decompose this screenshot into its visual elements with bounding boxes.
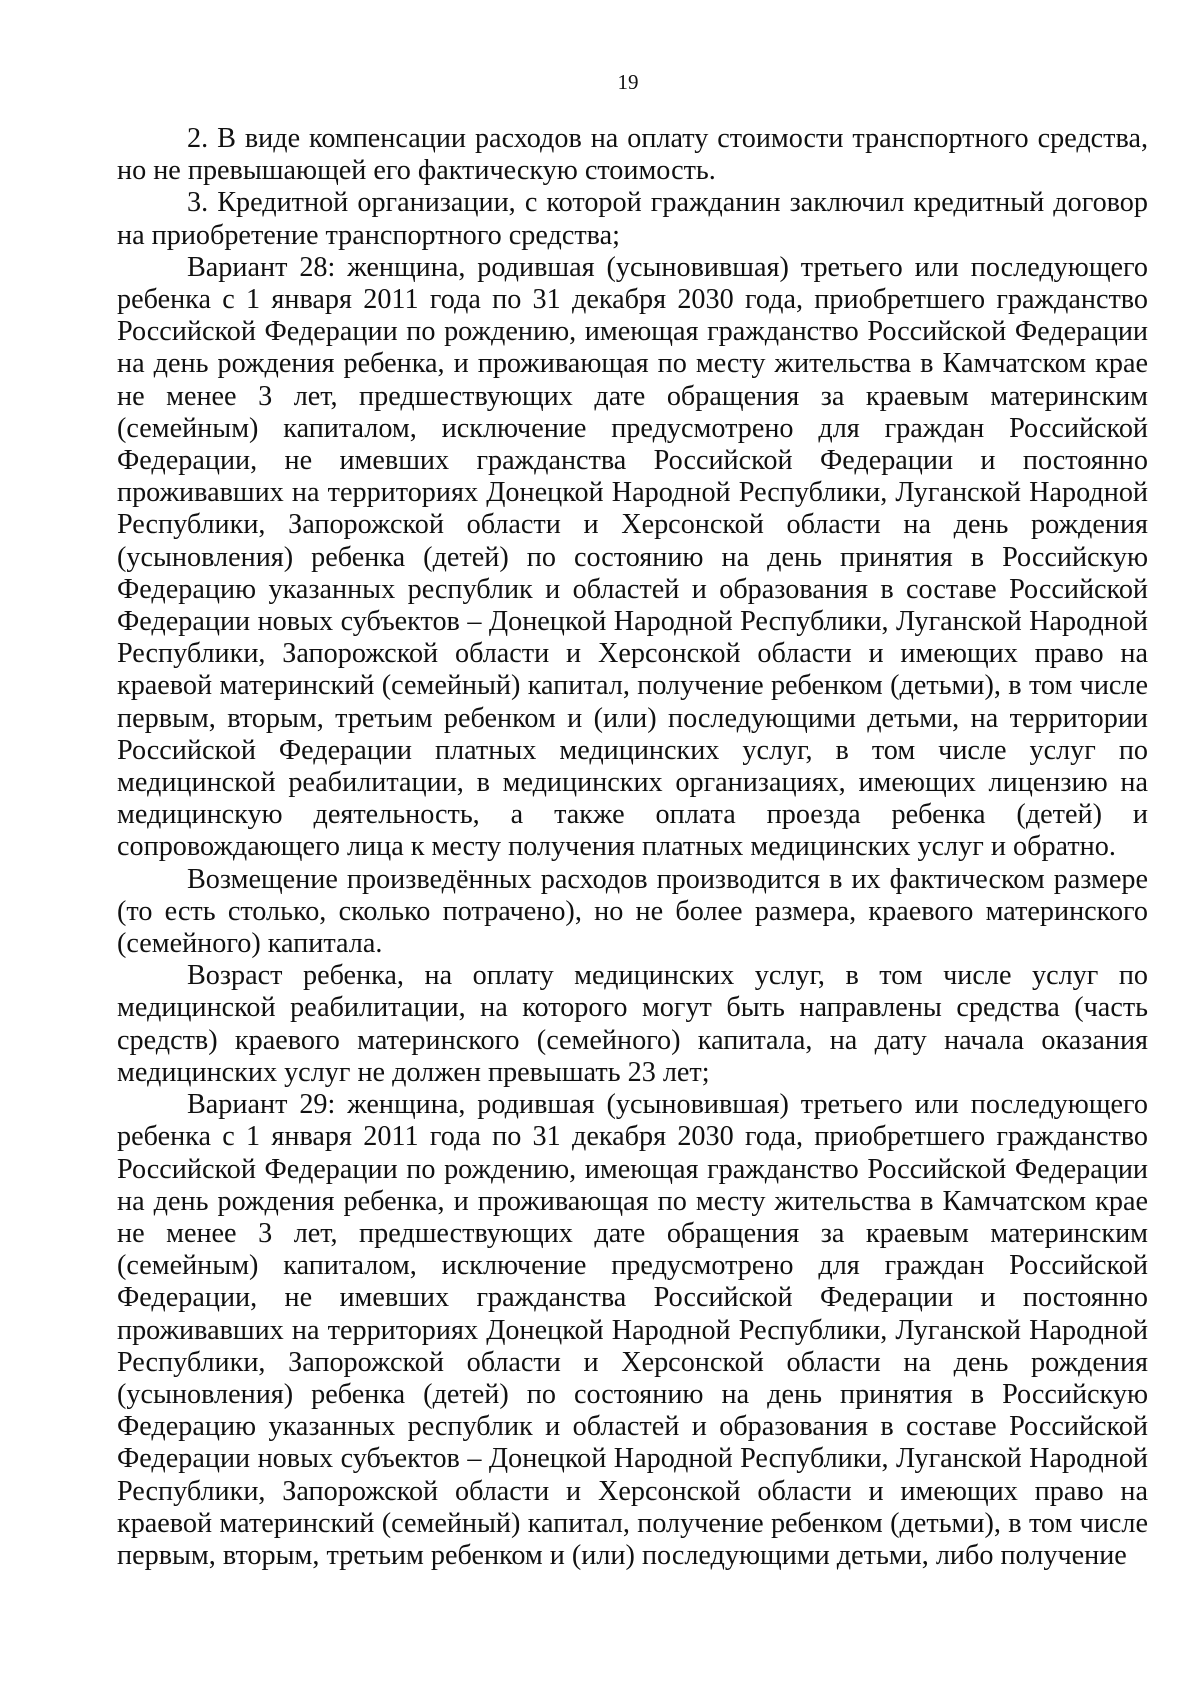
page-number: 19: [617, 70, 639, 94]
paragraph-reimbursement: Возмещение произведённых расходов производится в их фактическом размере (то есть столько, сколько потрачено), но не более размера, краевого материнского (семейного) капитала.: [117, 863, 1148, 960]
paragraph-credit-organization: 3. Кредитной организации, с которой гражданин заключил кредитный договор на приобретение транспортного средства;: [117, 187, 1148, 251]
paragraph-child-age: Возраст ребенка, на оплату медицинских услуг, в том числе услуг по медицинской реабилитации, на которого могут быть направлены средства (часть средств) краевого материнского (семейного) капитала, на дату начала оказания медицинских услуг не должен превышать 23 лет;: [117, 960, 1148, 1088]
paragraph-variant-29: Вариант 29: женщина, родившая (усыновившая) третьего или последующего ребенка с 1 января 2011 года по 31 декабря 2030 года, приобретшего гражданство Российской Федерации по рождению, имеющая гражданство Российской Федерации на день рождения ребенка, и проживающая по месту жительства в Камчатском крае не менее 3 лет, предшествующих дате обращения за краевым материнским (семейным) капиталом, исключение предусмотрено для граждан Российской Федерации, не имевших гражданства Российской Федерации и постоянно проживавших на территориях Донецкой Народной Республики, Луганской Народной Республики, Запорожской области и Херсонской области на день рождения (усыновления) ребенка (детей) по состоянию на день принятия в Российскую Федерацию указанных республик и областей и образования в составе Российской Федерации новых субъектов – Донецкой Народной Республики, Луганской Народной Республики, Запорожской области и Херсонской области и имеющих право на краевой материнский (семейный) капитал, получение ребенком (детьми), в том числе первым, вторым, третьим ребенком и (или) последующими детьми, либо получение: [117, 1089, 1148, 1571]
paragraph-variant-28: Вариант 28: женщина, родившая (усыновившая) третьего или последующего ребенка с 1 января 2011 года по 31 декабря 2030 года, приобретшего гражданство Российской Федерации по рождению, имеющая гражданство Российской Федерации на день рождения ребенка, и проживающая по месту жительства в Камчатском крае не менее 3 лет, предшествующих дате обращения за краевым материнским (семейным) капиталом, исключение предусмотрено для граждан Российской Федерации, не имевших гражданства Российской Федерации и постоянно проживавших на территориях Донецкой Народной Республики, Луганской Народной Республики, Запорожской области и Херсонской области на день рождения (усыновления) ребенка (детей) по состоянию на день принятия в Российскую Федерацию указанных республик и областей и образования в составе Российской Федерации новых субъектов – Донецкой Народной Республики, Луганской Народной Республики, Запорожской области и Херсонской области и имеющих право на краевой материнский (семейный) капитал, получение ребенком (детьми), в том числе первым, вторым, третьим ребенком и (или) последующими детьми, на территории Российской Федерации платных медицинских услуг, в том числе услуг по медицинской реабилитации, в медицинских организациях, имеющих лицензию на медицинскую деятельность, а также оплата проезда ребенка (детей) и сопровождающего лица к месту получения платных медицинских услуг и обратно.: [117, 251, 1148, 863]
document-body: [117, 123, 1148, 1572]
paragraph-compensation: 2. В виде компенсации расходов на оплату стоимости транспортного средства, но не превышающей его фактическую стоимость.: [117, 123, 1148, 187]
